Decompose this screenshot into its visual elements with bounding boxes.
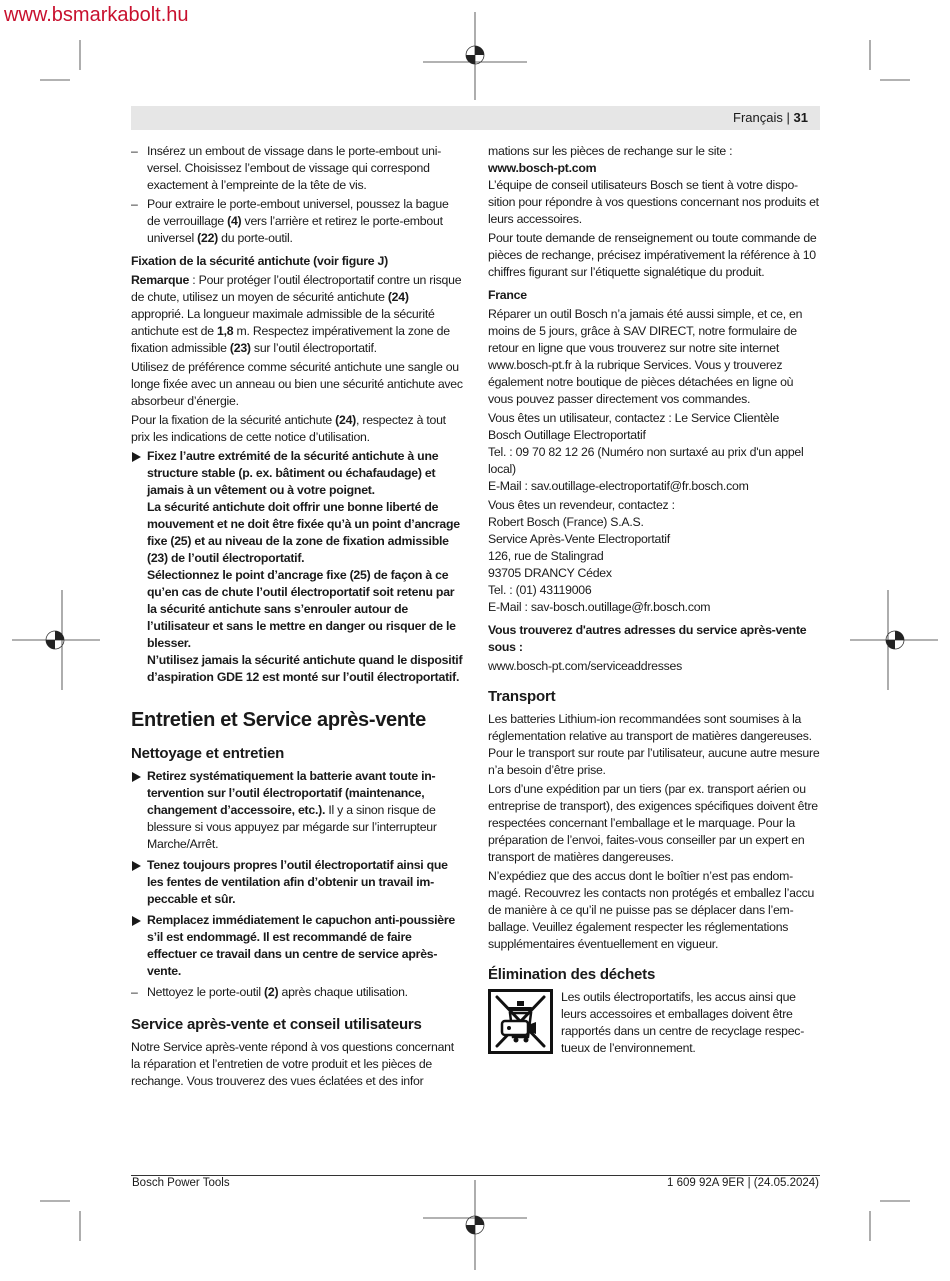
- header-language: Français: [733, 110, 783, 125]
- footer-doc-number: 1 609 92A 9ER | (24.05.2024): [667, 1177, 819, 1189]
- tool-holder-clean-step: – Nettoyez le porte-outil (2) après chaque utilisation.: [131, 984, 464, 1001]
- cleaning-title: Nettoyage et entretien: [131, 745, 285, 762]
- spare-parts-continuation: mations sur les pièces de rechange sur le site :: [488, 144, 733, 158]
- transport-title: Transport: [488, 688, 556, 705]
- left-column: [131, 143, 464, 1092]
- user-contact-line: Vous êtes un utilisateur, contactez : Le Service Clientèle: [488, 411, 780, 425]
- footer-divider: [131, 1175, 820, 1176]
- right-column: [488, 143, 820, 1059]
- advice-team-paragraph: L’équipe de conseil utilisateurs Bosch se tient à votre disposition pour répondre à vos questions concernant nos produits et leurs accessoires.: [488, 178, 819, 226]
- bit-holder-removal-step: – Pour extraire le porte-embout universel, poussez la bague de verrouillage (4) vers l’arrière et retirez le porte-embout universel (22) du porte-outil.: [131, 196, 464, 247]
- lanyard-paragraph: Utilisez de préférence comme sécurité antichute une sangle ou longe fixée avec un anneau ou bien une sécurité antichute avec absorbeur d’énergie.: [131, 360, 463, 408]
- page-header: [131, 106, 820, 130]
- france-paragraph: Réparer un outil Bosch n’a jamais été aussi simple, et ce, en moins de 5 jours, grâce à SAV DIRECT, notre formulaire de retour en ligne que vous trouverez sur notre site internet www.bosch-pt.fr à la rubrique Services. Vous y trouverez également notre boutique de pièces détachées en ligne où vous pouvez passer directement vos commandes.: [488, 307, 803, 406]
- battery-warning: Retirez systématiquement la batterie avant toute intervention sur l’outil électroportatif (maintenance, changement d’accessoire, etc.). Il y a sinon risque de blessure si vous appuyez par mégarde sur l’interrupteur Marche/Arrêt.: [131, 768, 464, 853]
- other-addresses-note: Vous trouverez d'autres adresses du service après-vente sous :: [488, 623, 807, 654]
- cleanliness-warning: Tenez toujours propres l’outil électroportatif ainsi que les fentes de ventilation afin d’obtenir un travail impeccable et sûr.: [131, 857, 464, 908]
- remarque-paragraph: Remarque : Pour protéger l’outil électroportatif contre un risque de chute, utilisez un moyen de sécurité antichute (24) approprié. La longueur maximale admissible de la sécurité antichute est de 1,8 m. Respectez impérativement la zone de fixation admissible (23) sur l’outil électroportatif.: [131, 273, 462, 355]
- bit-insert-step: – Insérez un embout de vissage dans le porte-embout universel. Choisissez l’embout de vissage qui correspond exactement à l’empreinte de la tête de vis.: [131, 143, 464, 194]
- user-contact-line: Bosch Outillage Electroportatif: [488, 428, 646, 442]
- france-title: France: [488, 288, 527, 302]
- transport-paragraph-1: Les batteries Lithium-ion recommandées sont soumises à la réglementation relative au transport de matières dangereuses. Pour le transport sur route par l’utilisateur, aucune autre mesure n’a besoin d’être prise.: [488, 712, 820, 777]
- weee-crossed-bin-icon: [488, 989, 553, 1054]
- service-addresses-link[interactable]: www.bosch-pt.com/serviceaddresses: [488, 659, 683, 673]
- section-title: Entretien et Service après-vente: [131, 709, 426, 731]
- service-paragraph: Notre Service après-vente répond à vos questions concernant la réparation et l’entretien de votre produit et les pièces de rechange. Vous trouverez des vues éclatées et des infor: [131, 1040, 454, 1088]
- user-contact-phone: Tel. : 09 70 82 12 26 (Numéro non surtaxé au prix d'un appel local): [488, 445, 804, 476]
- disposal-title: Élimination des déchets: [488, 966, 656, 983]
- user-contact-email[interactable]: E-Mail : sav.outillage-electroportatif@fr.bosch.com: [488, 479, 749, 493]
- footer-brand: Bosch Power Tools: [132, 1177, 230, 1189]
- reseller-contact-line: Vous êtes un revendeur, contactez :: [488, 498, 675, 512]
- disposal-block: [488, 989, 820, 1059]
- service-title: Service après-vente et conseil utilisateurs: [131, 1016, 422, 1033]
- disposal-paragraph: Les outils électroportatifs, les accus ainsi que leurs accessoires et emballages doivent être rapportés dans un centre de recyclage respectueux de l’environnement.: [561, 990, 805, 1055]
- fixation-subtitle: Fixation de la sécurité antichute (voir figure J): [131, 254, 388, 268]
- reseller-contact-line: Service Après-Vente Electroportatif: [488, 532, 670, 546]
- order-paragraph: Pour toute demande de renseignement ou toute commande de pièces de rechange, précisez impérativement la référence à 10 chiffres figurant sur l’étiquette signalétique du produit.: [488, 231, 817, 279]
- page-number: 31: [793, 110, 808, 125]
- lanyard-warning: Fixez l’autre extrémité de la sécurité antichute à une structure stable (p. ex. bâtiment ou échafaudage) et jamais à un vêtement ou à votre poignet. La sécurité antichute doit offrir une bonne liberté de mouvement et ne doit être fixée qu’à un point d’ancrage fixe (25) et au niveau de la zone de fixation admissible (23) de l’outil électroportatif. Sélectionnez le point d’ancrage fixe (25) de façon à ce qu’en cas de chute l’outil électroportatif soit retenu par la sécurité antichute sans s’enrouler autour de l’utilisateur et sans le mettre en danger ou risquer de le blesser. N’utilisez jamais la sécurité antichute quand le dispositif d’aspiration GDE 12 est monté sur l’outil électroportatif.: [131, 448, 464, 686]
- reseller-contact-line: 93705 DRANCY Cédex: [488, 566, 612, 580]
- transport-paragraph-3: N’expédiez que des accus dont le boîtier n’est pas endommagé. Recouvrez les contacts non protégés et emballez l’accu de manière à ce qu’il ne puisse pas se déplacer dans l’emballage. Veuillez également respecter les réglementations supplémentaires éventuellement en vigueur.: [488, 869, 815, 951]
- watermark-url[interactable]: www.bsmarkabolt.hu: [4, 4, 189, 26]
- reseller-contact-line: 126, rue de Stalingrad: [488, 549, 604, 563]
- bosch-site-link[interactable]: www.bosch-pt.com: [488, 161, 597, 175]
- dust-cap-warning: Remplacez immédiatement le capuchon anti-poussière s’il est endommagé. Il est recommandé de faire effectuer ce travail dans un centre de service après-vente.: [131, 912, 464, 980]
- reseller-contact-line: Robert Bosch (France) S.A.S.: [488, 515, 644, 529]
- fixation-instructions-paragraph: Pour la fixation de la sécurité antichute (24), respectez à tout prix les indications de cette notice d’utilisation.: [131, 413, 446, 444]
- header-separator: |: [786, 110, 790, 125]
- transport-paragraph-2: Lors d’une expédition par un tiers (par ex. transport aérien ou entreprise de transport), des exigences spécifiques doivent être respectées concernant l’emballage et le marquage. Pour la préparation de l’envoi, faites-vous conseiller par un expert en transport de matières dangereuses.: [488, 782, 818, 864]
- reseller-contact-phone: Tel. : (01) 43119006: [488, 583, 592, 597]
- reseller-contact-email[interactable]: E-Mail : sav-bosch.outillage@fr.bosch.com: [488, 600, 711, 614]
- header-page-info: [733, 110, 808, 125]
